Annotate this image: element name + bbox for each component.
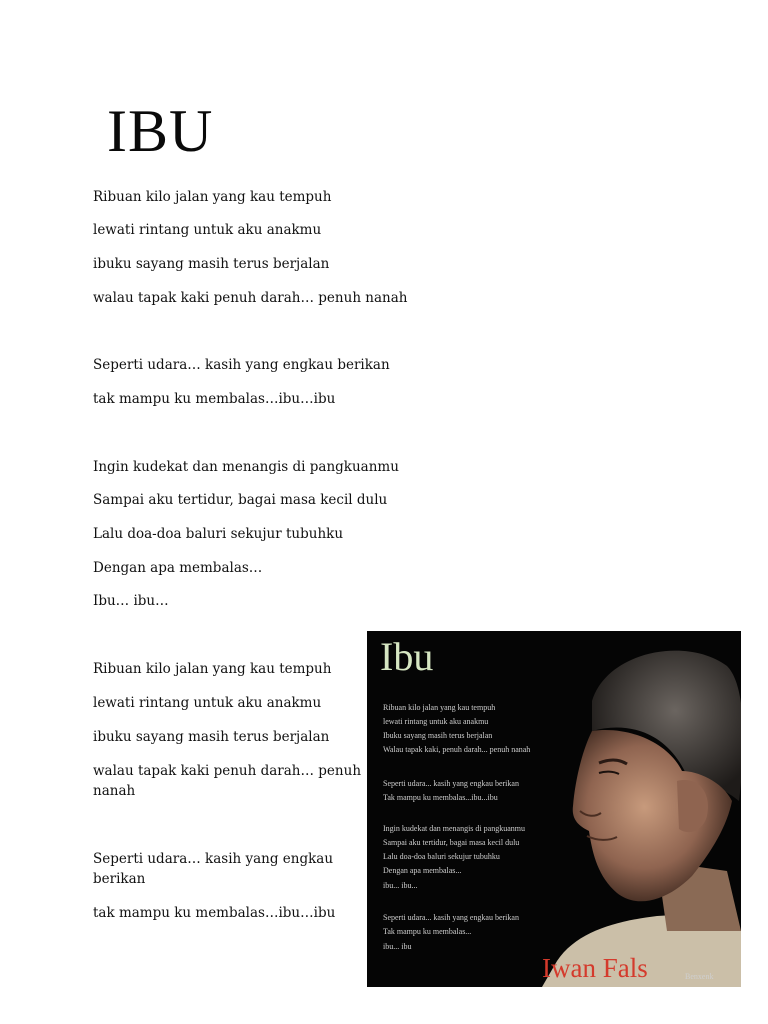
poster-lyric-line: Ibuku sayang masih terus berjalan [383, 731, 493, 740]
poster-lyric-line: ibu... ibu... [383, 881, 418, 890]
lyric-line: lewati rintang untuk aku anakmu [93, 222, 322, 238]
lyric-line: ibuku sayang masih terus berjalan [93, 256, 330, 272]
poster-lyric-line: Walau tapak kaki, penuh darah... penuh nanah [383, 745, 531, 754]
lyric-line: lewati rintang untuk aku anakmu [93, 695, 322, 711]
poster-lyric-line: ibu... ibu [383, 942, 412, 951]
poster-artist-name: Iwan Fals [542, 953, 648, 983]
lyric-line: Seperti udara… kasih yang engkau berikan [93, 851, 334, 887]
poster-lyric-line: Ribuan kilo jalan yang kau tempuh [383, 703, 496, 712]
lyric-line: Ibu… ibu… [93, 593, 169, 609]
poster-lyric-line: Tak mampu ku membalas... [383, 927, 472, 936]
poster-lyric-line: Tak mampu ku membalas...ibu...ibu [383, 793, 498, 802]
poster-lyric-line: Sampai aku tertidur, bagai masa kecil dulu [383, 838, 520, 847]
poster-title: Ibu [380, 634, 434, 679]
lyric-line: Lalu doa-doa baluri sekujur tubuhku [93, 526, 344, 542]
poster-lyric-line: Ingin kudekat dan menangis di pangkuanmu [383, 824, 525, 833]
poster-lyric-line: Seperti udara... kasih yang engkau berikan [383, 779, 519, 788]
song-title: IBU [107, 98, 214, 164]
lyric-line: ibuku sayang masih terus berjalan [93, 729, 330, 745]
lyric-line: Dengan apa membalas… [93, 560, 263, 576]
album-poster [367, 631, 741, 987]
lyric-line: walau tapak kaki penuh darah… penuh nanah [93, 763, 362, 799]
poster-lyric-line: Dengan apa membalas... [383, 866, 462, 875]
lyric-line: tak mampu ku membalas…ibu…ibu [93, 391, 336, 407]
poster-lyric-line: lewati rintang untuk aku anakmu [383, 717, 489, 726]
lyric-line: tak mampu ku membalas…ibu…ibu [93, 905, 336, 921]
lyric-line: walau tapak kaki penuh darah… penuh nanah [93, 290, 408, 306]
lyric-line: Ribuan kilo jalan yang kau tempuh [93, 661, 332, 677]
lyric-line: Ribuan kilo jalan yang kau tempuh [93, 189, 332, 205]
lyric-line: Ingin kudekat dan menangis di pangkuanmu [93, 459, 399, 475]
poster-lyric-line: Seperti udara... kasih yang engkau berikan [383, 913, 519, 922]
poster-lyric-line: Lalu doa-doa baluri sekujur tubuhku [383, 852, 500, 861]
lyric-line: Sampai aku tertidur, bagai masa kecil dulu [93, 492, 388, 508]
lyric-line: Seperti udara… kasih yang engkau berikan [93, 357, 390, 373]
poster-credit: Benxenk [685, 972, 714, 981]
